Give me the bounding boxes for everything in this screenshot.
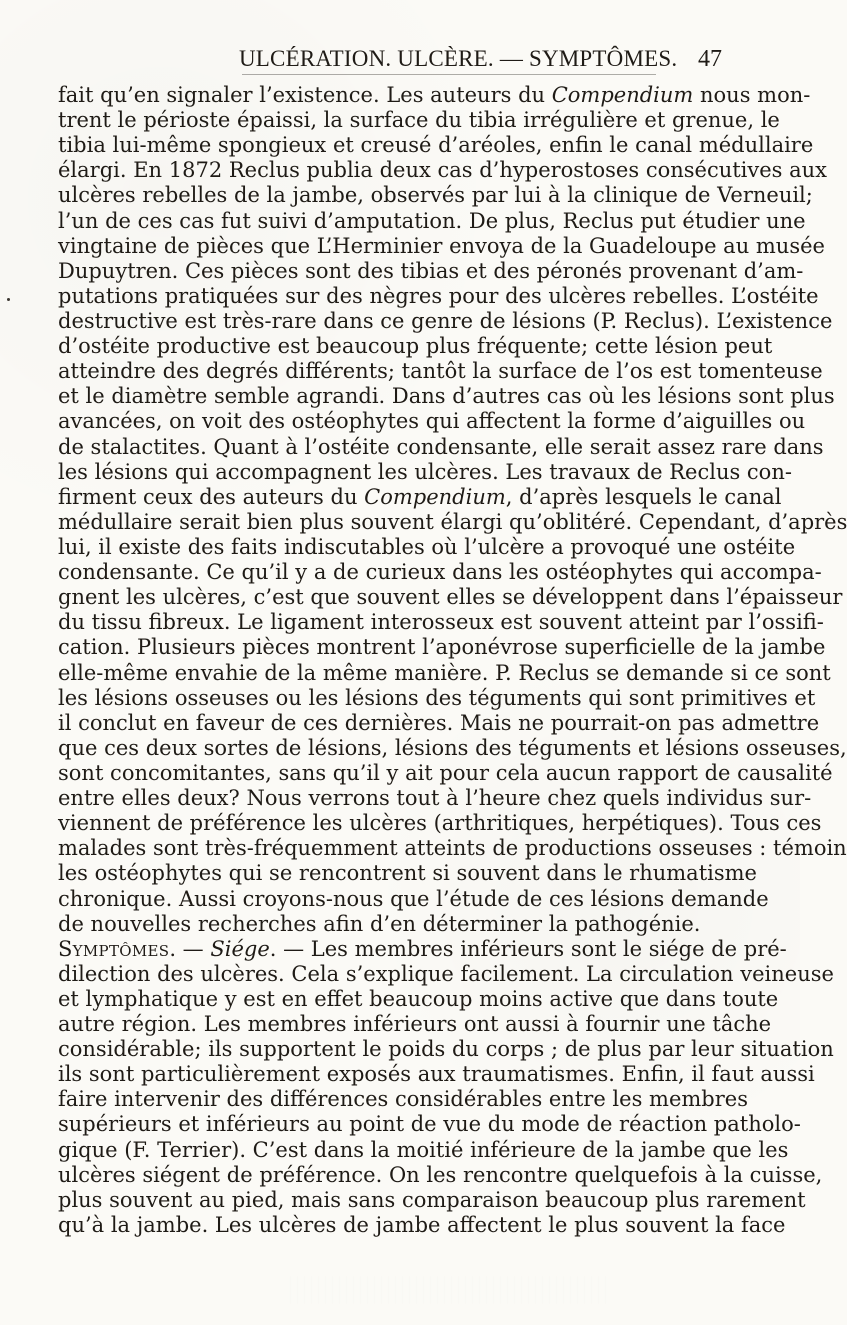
text-line [58, 183, 813, 208]
text-segment: et le diamètre semble agrandi. Dans d’autres cas où les lésions sont plus [58, 384, 835, 409]
text-line [58, 886, 769, 912]
text-segment: il conclut en faveur de ces dernières. Mais ne pourrait-on pas admettre [58, 710, 820, 735]
text-line [58, 1037, 834, 1062]
text-segment: d’ostéite productive est beaucoup plus fréquente; cette lésion peut [58, 334, 773, 359]
text-segment: l’un de ces cas fut suivi d’amputation. De plus, Reclus put étudier une [58, 208, 806, 233]
text-line [58, 509, 847, 535]
text-segment: Dupuytren. Ces pièces sont des tibias et des péronés provenant d’am- [58, 258, 804, 283]
text-line [58, 610, 824, 635]
text-segment: les lésions qui accompagnent les ulcères. Les travaux de Reclus con- [58, 459, 792, 484]
text-segment: cation. Plusieurs pièces montrent l’aponévrose superficielle de la jambe [58, 635, 826, 660]
text-line [58, 1137, 789, 1163]
running-head: ULCÉRATION. ULCÈRE. — SYMPTÔMES. [239, 46, 678, 71]
text-line [58, 459, 792, 485]
text-line [58, 760, 833, 786]
text-line [58, 1062, 815, 1087]
italic-text: Compendium [551, 83, 694, 107]
text-line [58, 1087, 748, 1112]
text-line [58, 308, 833, 334]
text-segment: fait qu’en signaler l’existence. Les auteurs du [58, 83, 552, 107]
text-segment: et lymphatique y est en effet beaucoup moins active que dans toute [58, 986, 779, 1011]
italic-text: Compendium [364, 484, 506, 509]
text-segment: viennent de préférence les ulcères (arthritiques, herpétiques). Tous ces [58, 811, 822, 836]
text-line [58, 685, 816, 711]
text-segment: condensante. Ce qu’il y a de curieux dans les ostéophytes qui accompa- [58, 560, 822, 585]
text-segment: du tissu fibreux. Le ligament interosseux est souvent atteint par l’ossifi- [58, 610, 824, 635]
text-line [58, 710, 820, 736]
text-line [58, 334, 773, 359]
text-segment: nous mon- [693, 83, 811, 107]
show-through-text [290, 1276, 610, 1304]
text-line [58, 233, 825, 259]
text-segment: qu’à la jambe. Les ulcères de jambe affectent le plus souvent la face [58, 1212, 786, 1237]
text-segment: ils sont particulièrement exposés aux traumatismes. Enfin, il faut aussi [58, 1062, 815, 1087]
text-segment: destructive est très-rare dans ce genre de lésions (P. Reclus). L’existence [58, 308, 833, 333]
text-line [58, 912, 725, 937]
text-segment: malades sont très-fréquemment atteints de productions osseuses : témoin [58, 836, 847, 861]
text-segment: firment ceux des auteurs du [58, 484, 365, 509]
text-line [58, 133, 814, 158]
text-segment: que ces deux sortes de lésions, lésions des téguments et lésions osseuses, [58, 735, 847, 760]
text-segment: élargi. En 1872 Reclus publia deux cas d’hyperostoses consécutives aux [58, 158, 828, 183]
text-segment: atteindre des degrés différents; tantôt la surface de l’os est tomenteuse [58, 359, 823, 384]
text-line [58, 258, 804, 284]
text-line [58, 986, 779, 1012]
text-line [58, 1162, 823, 1188]
text-line [58, 936, 787, 962]
text-segment: trent le périoste épaissi, la surface du tibia irrégulière et grenue, le [58, 108, 780, 133]
smallcaps-text: Symptômes [58, 936, 170, 961]
text-line [58, 961, 834, 987]
text-segment: . — [169, 936, 211, 961]
text-line [58, 836, 847, 861]
italic-text: Siége [210, 936, 270, 961]
text-segment: sont concomitantes, sans qu’il y ait pour cela aucun rapport de causalité [58, 760, 833, 785]
text-segment: les ostéophytes qui se rencontrent si souvent dans le rhumatisme [58, 861, 757, 886]
text-line [58, 283, 819, 309]
header-rule [242, 74, 656, 75]
text-line [58, 560, 822, 585]
text-line [58, 83, 811, 108]
text-line [58, 735, 847, 761]
text-segment: de nouvelles recherches afin d’en déterminer la pathogénie. [58, 911, 701, 936]
text-line [58, 158, 828, 183]
main-text-block [58, 83, 847, 1238]
text-line [58, 208, 806, 234]
text-line [58, 1112, 801, 1137]
text-segment: , d’après lesquels le canal [505, 484, 782, 509]
text-segment: tibia lui-même spongieux et creusé d’aréoles, enfin le canal médullaire [58, 133, 814, 158]
text-line [58, 1012, 772, 1037]
margin-mark [7, 298, 10, 301]
page-number: 47 [698, 46, 722, 72]
text-segment: les lésions osseuses ou les lésions des téguments qui sont primitives et [58, 685, 816, 710]
text-line [58, 635, 826, 660]
text-segment: vingtaine de pièces que L’Herminier envoya de la Guadeloupe au musée [58, 233, 825, 258]
text-segment: de stalactites. Quant à l’ostéite condensante, elle serait assez rare dans [58, 434, 824, 459]
text-segment: avancées, on voit des ostéophytes qui affectent la forme d’aiguilles ou [58, 409, 806, 434]
text-segment: gnent les ulcères, c’est que souvent elles se développent dans l’épaisseur [58, 585, 843, 610]
text-segment: lui, il existe des faits indiscutables où l’ulcère a provoqué une ostéite [58, 534, 796, 559]
text-line [58, 384, 835, 409]
text-segment: gique (F. Terrier). C’est dans la moitié inférieure de la jambe que les [58, 1137, 789, 1162]
text-segment: plus souvent au pied, mais sans comparaison beaucoup plus rarement [58, 1187, 806, 1212]
page-header [58, 44, 726, 78]
text-line [58, 1187, 806, 1213]
text-segment: considérable; ils supportent le poids du corps ; de plus par leur situation [58, 1037, 834, 1062]
text-line [58, 585, 843, 610]
text-segment: autre région. Les membres inférieurs ont aussi à fournir une tâche [58, 1012, 772, 1037]
text-segment: . — Les membres inférieurs sont le siége de pré- [269, 936, 787, 961]
text-line [58, 811, 822, 836]
text-line [58, 434, 824, 460]
text-segment: elle-même envahie de la même manière. P. Reclus se demande si ce sont [58, 660, 831, 685]
text-segment: faire intervenir des différences considérables entre les membres [58, 1087, 748, 1112]
text-line [58, 484, 782, 510]
text-line [58, 1212, 786, 1238]
text-segment: médullaire serait bien plus souvent élargi qu’oblitéré. Cependant, d’après [58, 509, 847, 534]
text-line [58, 409, 806, 434]
text-segment: ulcères rebelles de la jambe, observés par lui à la clinique de Verneuil; [58, 183, 813, 208]
text-line [58, 786, 812, 811]
text-segment: entre elles deux? Nous verrons tout à l’heure chez quels individus sur- [58, 786, 812, 811]
text-segment: dilection des ulcères. Cela s’explique facilement. La circulation veineuse [58, 961, 834, 986]
text-line [58, 861, 757, 886]
text-segment: ulcères siégent de préférence. On les rencontre quelquefois à la cuisse, [58, 1162, 823, 1187]
text-segment: chronique. Aussi croyons-nous que l’étude de ces lésions demande [58, 886, 769, 911]
text-segment: supérieurs et inférieurs au point de vue du mode de réaction patholo- [58, 1112, 801, 1137]
text-line [58, 660, 831, 686]
text-line [58, 108, 780, 133]
text-line [58, 359, 823, 384]
text-line [58, 534, 796, 560]
text-segment: putations pratiquées sur des nègres pour des ulcères rebelles. L’ostéite [58, 283, 819, 308]
